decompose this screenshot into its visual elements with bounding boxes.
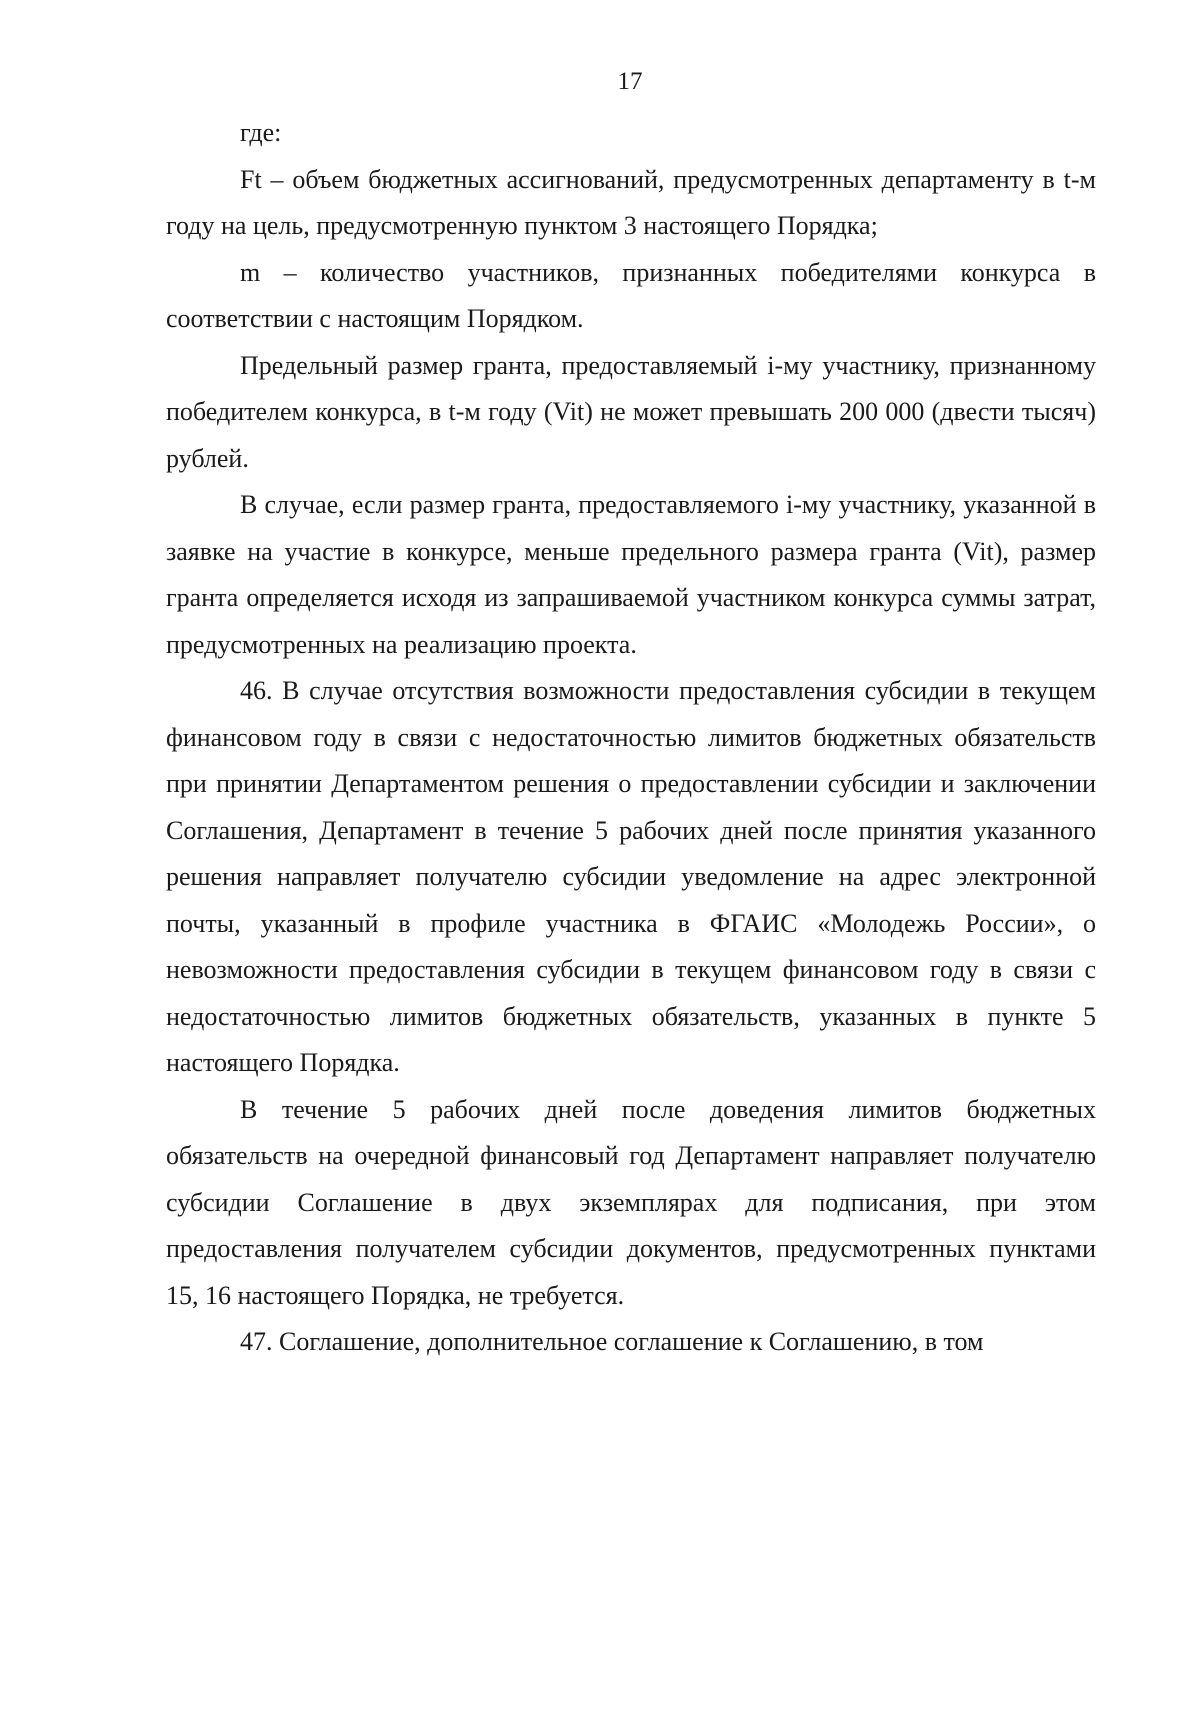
paragraph-clause-47: 47. Соглашение, дополнительное соглашение к Соглашению, в том xyxy=(240,1327,984,1356)
paragraph-grant-size: В случае, если размер гранта, предоставляемого i-му участнику, указанной в заявке на участие в конкурсе, меньше предельного размера гранта (Vit), размер гранта определяется исходя из запрашиваемой участником конкурса суммы затрат, предусмотренных на реализацию проекта. xyxy=(166,490,1096,659)
paragraph-where: где: xyxy=(240,118,282,147)
paragraph-agreement-sending: В течение 5 рабочих дней после доведения лимитов бюджетных обязательств на очередной финансовый год Департамент направляет получателю субсидии Соглашение в двух экземплярах для подписания, при этом предоставления получателем субсидии документов, предусмотренных пунктами 15, 16 настоящего Порядка, не требуется. xyxy=(166,1094,1096,1310)
page-number: 17 xyxy=(617,68,643,95)
paragraph-ft-definition: Ft – объем бюджетных ассигнований, предусмотренных департаменту в t-м году на цель, предусмотренную пунктом 3 настоящего Порядка; xyxy=(166,164,1096,240)
paragraph-grant-limit: Предельный размер гранта, предоставляемый i-му участнику, признанному победителем конкурса, в t-м году (Vit) не может превышать 200 000 (двести тысяч) рублей. xyxy=(166,350,1096,473)
paragraph-clause-46: 46. В случае отсутствия возможности предоставления субсидии в текущем финансовом году в связи с недостаточностью лимитов бюджетных обязательств при принятии Департаментом решения о предоставлении субсидии и заключении Соглашения, Департамент в течение 5 рабочих дней после принятия указанного решения направляет получателю субсидии уведомление на адрес электронной почты, указанный в профиле участника в ФГАИС «Молодежь России», о невозможности предоставления субсидии в текущем финансовом году в связи с недостаточностью лимитов бюджетных обязательств, указанных в пункте 5 настоящего Порядка. xyxy=(166,676,1096,1077)
paragraph-m-definition: m – количество участников, признанных победителями конкурса в соответствии с настоящим Порядком. xyxy=(166,257,1096,333)
document-body xyxy=(166,110,1096,1366)
